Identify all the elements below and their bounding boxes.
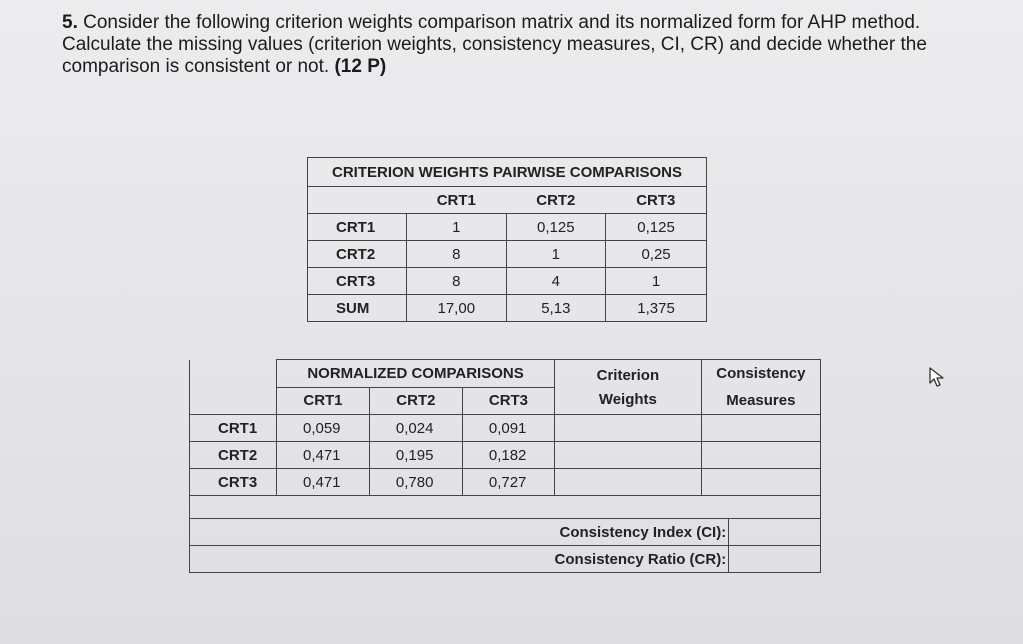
table-cell: 0,25 [606,241,707,268]
table-row [190,469,821,496]
criterion-weights-header-line2: Weights [598,391,657,408]
question-body: Consider the following criterion weights comparison matrix and its normalized form for AHP method. Calculate the missing values (criterion weights, consistency measures, CI, CR) and decide whether the comparison is consistent or not. [62,12,927,77]
table-cell: 1 [606,268,707,295]
row-label: SUM [308,295,407,322]
table-cell: 0,727 [462,469,554,496]
pairwise-header-corner [308,187,407,214]
table-cell: 0,125 [506,214,606,241]
question-points: (12 P) [334,56,387,77]
table-cell: 0,182 [462,442,554,469]
consistency-measures-header-line2: Measures [726,392,796,409]
table-cell: 1 [506,241,606,268]
table-row [190,415,821,442]
table-cell: 0,471 [276,469,369,496]
row-label: CRT3 [308,268,407,295]
sum-row [308,295,707,322]
table-row [308,214,707,241]
cr-value-cell [729,546,821,573]
table-cell: 0,059 [276,415,369,442]
spacer-row [190,496,821,519]
criterion-weight-cell [555,469,702,496]
table-cell: 8 [407,268,507,295]
consistency-measures-header [701,360,820,415]
sum-cell: 1,375 [606,295,707,322]
table-cell: 0,091 [462,415,554,442]
criterion-weights-header-line1: Criterion [596,367,660,384]
row-label: CRT2 [308,241,407,268]
table-row [308,241,707,268]
criterion-weights-header [555,360,702,415]
table-cell: 8 [407,241,507,268]
table-cell: 0,024 [369,415,462,442]
sum-cell: 5,13 [506,295,606,322]
consistency-measure-cell [701,442,820,469]
table-cell: 0,195 [369,442,462,469]
ci-label: Consistency Index (CI): [555,519,729,546]
pairwise-table-title: CRITERION WEIGHTS PAIRWISE COMPARISONS [308,158,707,187]
normalized-comparison-table [189,359,821,573]
pairwise-comparison-table [307,157,707,322]
consistency-measure-cell [701,415,820,442]
sum-cell: 17,00 [407,295,507,322]
pairwise-col-header: CRT3 [606,187,707,214]
cr-label: Consistency Ratio (CR): [555,546,729,573]
normalized-table-title: NORMALIZED COMPARISONS [276,360,554,388]
table-cell: 0,780 [369,469,462,496]
row-label: CRT1 [190,415,277,442]
table-row [308,268,707,295]
table-cell: 0,471 [276,442,369,469]
consistency-measure-cell [701,469,820,496]
row-label: CRT3 [190,469,277,496]
mouse-pointer-icon [928,366,946,388]
consistency-measures-header-line1: Consistency [716,365,806,382]
criterion-weight-cell [555,415,702,442]
pairwise-col-header: CRT1 [407,187,507,214]
pairwise-col-header: CRT2 [506,187,606,214]
question-text [62,12,992,78]
normalized-col-header: CRT2 [369,387,462,415]
row-label: CRT2 [190,442,277,469]
table-row [190,442,821,469]
normalized-col-header: CRT1 [276,387,369,415]
table-cell: 0,125 [606,214,707,241]
row-label: CRT1 [308,214,407,241]
criterion-weight-cell [555,442,702,469]
ci-value-cell [729,519,821,546]
table-cell: 1 [407,214,507,241]
table-cell: 4 [506,268,606,295]
normalized-col-header: CRT3 [462,387,554,415]
question-number: 5. [62,12,78,33]
